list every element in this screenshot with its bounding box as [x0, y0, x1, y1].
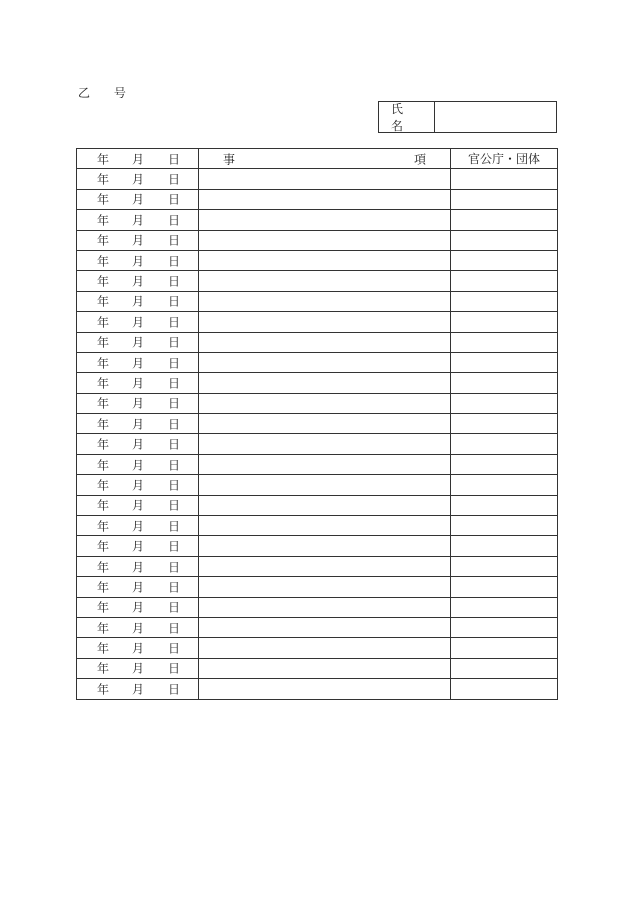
row-day-label: 日 — [168, 335, 181, 350]
office-cell[interactable] — [451, 679, 558, 699]
office-cell[interactable] — [451, 210, 558, 230]
table-row — [77, 393, 558, 413]
row-day-label: 日 — [168, 641, 181, 656]
date-cell[interactable] — [77, 679, 199, 699]
row-day-label: 日 — [168, 560, 181, 574]
row-year-label: 年 — [97, 519, 110, 534]
matter-cell[interactable] — [199, 638, 451, 658]
row-month-label: 月 — [132, 254, 145, 269]
row-year-label: 年 — [97, 661, 110, 676]
date-cell[interactable] — [77, 536, 199, 556]
table-row — [77, 495, 558, 515]
row-year-label: 年 — [97, 356, 110, 371]
matter-cell[interactable] — [199, 189, 451, 209]
office-cell[interactable] — [451, 577, 558, 597]
matter-cell[interactable] — [199, 597, 451, 617]
history-table — [76, 148, 558, 700]
matter-cell[interactable] — [199, 373, 451, 393]
row-day-label: 日 — [168, 315, 181, 330]
row-month-label: 月 — [132, 396, 145, 411]
row-day-label: 日 — [168, 192, 181, 207]
office-cell[interactable] — [451, 536, 558, 556]
office-cell[interactable] — [451, 556, 558, 576]
row-year-label: 年 — [97, 641, 110, 656]
matter-cell[interactable] — [199, 617, 451, 637]
row-year-label: 年 — [97, 539, 110, 554]
table-row — [77, 210, 558, 230]
office-cell[interactable] — [451, 414, 558, 434]
row-month-label: 月 — [132, 315, 145, 330]
date-cell[interactable] — [77, 250, 199, 270]
row-month-label: 月 — [132, 417, 145, 432]
header-date-cell — [77, 149, 199, 169]
date-cell[interactable] — [77, 291, 199, 311]
row-year-label: 年 — [97, 437, 110, 452]
matter-cell[interactable] — [199, 434, 451, 454]
table-row — [77, 291, 558, 311]
row-year-label: 年 — [97, 335, 110, 350]
table-row — [77, 169, 558, 189]
office-cell[interactable] — [451, 516, 558, 536]
date-cell[interactable] — [77, 414, 199, 434]
table-row — [77, 373, 558, 393]
office-cell[interactable] — [451, 189, 558, 209]
matter-cell[interactable] — [199, 658, 451, 678]
matter-cell[interactable] — [199, 679, 451, 699]
row-day-label: 日 — [168, 478, 181, 493]
office-cell[interactable] — [451, 312, 558, 332]
matter-cell[interactable] — [199, 414, 451, 434]
row-day-label: 日 — [168, 417, 181, 432]
date-cell[interactable] — [77, 230, 199, 250]
table-row — [77, 577, 558, 597]
table-row — [77, 556, 558, 576]
matter-cell[interactable] — [199, 271, 451, 291]
row-year-label: 年 — [97, 192, 110, 207]
table-row — [77, 332, 558, 352]
date-cell[interactable] — [77, 556, 199, 576]
matter-cell[interactable] — [199, 332, 451, 352]
date-cell[interactable] — [77, 434, 199, 454]
row-month-label: 月 — [132, 172, 145, 187]
row-day-label: 日 — [168, 172, 181, 187]
row-day-label: 日 — [168, 661, 181, 676]
date-cell[interactable] — [77, 189, 199, 209]
row-year-label: 年 — [97, 233, 110, 248]
row-day-label: 日 — [168, 600, 181, 615]
name-field[interactable] — [435, 102, 556, 132]
date-cell[interactable] — [77, 393, 199, 413]
row-month-label: 月 — [132, 580, 145, 595]
office-cell[interactable] — [451, 373, 558, 393]
table-row — [77, 230, 558, 250]
row-month-label: 月 — [132, 682, 145, 697]
date-cell[interactable] — [77, 597, 199, 617]
name-box — [378, 101, 557, 133]
row-year-label: 年 — [97, 213, 110, 228]
matter-cell[interactable] — [199, 250, 451, 270]
table-row — [77, 312, 558, 332]
header-matter-right: 項 — [413, 152, 426, 167]
row-day-label: 日 — [168, 376, 181, 391]
matter-cell[interactable] — [199, 516, 451, 536]
office-cell[interactable] — [451, 454, 558, 474]
row-month-label: 月 — [132, 335, 145, 350]
table-body — [77, 169, 558, 699]
row-month-label: 月 — [132, 539, 145, 554]
date-cell[interactable] — [77, 454, 199, 474]
matter-cell[interactable] — [199, 475, 451, 495]
office-cell[interactable] — [451, 475, 558, 495]
date-cell[interactable] — [77, 352, 199, 372]
row-month-label: 月 — [132, 498, 145, 513]
row-day-label: 日 — [168, 498, 181, 513]
row-year-label: 年 — [97, 600, 110, 615]
table-row — [77, 536, 558, 556]
row-day-label: 日 — [168, 396, 181, 411]
row-month-label: 月 — [132, 519, 145, 534]
row-month-label: 月 — [132, 356, 145, 371]
table-row — [77, 516, 558, 536]
date-cell[interactable] — [77, 658, 199, 678]
row-month-label: 月 — [132, 192, 145, 207]
row-day-label: 日 — [168, 356, 181, 371]
row-month-label: 月 — [132, 294, 145, 309]
office-cell[interactable] — [451, 332, 558, 352]
table-row — [77, 352, 558, 372]
table-header-row — [77, 149, 558, 169]
office-cell[interactable] — [451, 291, 558, 311]
row-month-label: 月 — [132, 376, 145, 391]
date-cell[interactable] — [77, 516, 199, 536]
date-cell[interactable] — [77, 475, 199, 495]
date-cell[interactable] — [77, 638, 199, 658]
table-row — [77, 189, 558, 209]
header-matter-left: 事 — [223, 152, 236, 167]
row-day-label: 日 — [168, 274, 181, 289]
row-year-label: 年 — [97, 478, 110, 493]
row-month-label: 月 — [132, 641, 145, 656]
row-month-label: 月 — [132, 437, 145, 452]
row-day-label: 日 — [168, 621, 181, 636]
office-cell[interactable] — [451, 617, 558, 637]
row-year-label: 年 — [97, 417, 110, 432]
table-row — [77, 414, 558, 434]
matter-cell[interactable] — [199, 495, 451, 515]
matter-cell[interactable] — [199, 454, 451, 474]
row-month-label: 月 — [132, 213, 145, 228]
date-cell[interactable] — [77, 210, 199, 230]
matter-cell[interactable] — [199, 393, 451, 413]
row-day-label: 日 — [168, 539, 181, 554]
table-row — [77, 250, 558, 270]
row-month-label: 月 — [132, 233, 145, 248]
office-cell[interactable] — [451, 169, 558, 189]
header-matter-cell — [199, 149, 451, 169]
row-day-label: 日 — [168, 682, 181, 697]
header-office-cell: 官公庁・団体 — [451, 149, 558, 169]
matter-cell[interactable] — [199, 556, 451, 576]
row-day-label: 日 — [168, 213, 181, 228]
row-month-label: 月 — [132, 621, 145, 636]
row-month-label: 月 — [132, 661, 145, 676]
row-year-label: 年 — [97, 376, 110, 391]
row-day-label: 日 — [168, 519, 181, 534]
name-label: 氏 名 — [379, 102, 435, 132]
row-year-label: 年 — [97, 315, 110, 330]
row-month-label: 月 — [132, 478, 145, 493]
office-cell[interactable] — [451, 638, 558, 658]
date-cell[interactable] — [77, 577, 199, 597]
office-cell[interactable] — [451, 658, 558, 678]
date-cell[interactable] — [77, 373, 199, 393]
header-year: 年 — [97, 152, 110, 167]
office-cell[interactable] — [451, 495, 558, 515]
matter-cell[interactable] — [199, 536, 451, 556]
row-year-label: 年 — [97, 458, 110, 473]
row-day-label: 日 — [168, 580, 181, 595]
row-day-label: 日 — [168, 233, 181, 248]
table-row — [77, 658, 558, 678]
office-cell[interactable] — [451, 250, 558, 270]
row-month-label: 月 — [132, 458, 145, 473]
date-cell[interactable] — [77, 312, 199, 332]
table-row — [77, 597, 558, 617]
row-day-label: 日 — [168, 437, 181, 452]
matter-cell[interactable] — [199, 577, 451, 597]
date-cell[interactable] — [77, 169, 199, 189]
matter-cell[interactable] — [199, 169, 451, 189]
table-row — [77, 638, 558, 658]
table-row — [77, 271, 558, 291]
row-day-label: 日 — [168, 458, 181, 473]
table-row — [77, 475, 558, 495]
row-month-label: 月 — [132, 274, 145, 289]
table-row — [77, 679, 558, 699]
row-year-label: 年 — [97, 560, 110, 574]
table-row — [77, 434, 558, 454]
header-month: 月 — [132, 152, 145, 167]
row-year-label: 年 — [97, 274, 110, 289]
row-year-label: 年 — [97, 682, 110, 697]
row-year-label: 年 — [97, 580, 110, 595]
row-year-label: 年 — [97, 396, 110, 411]
form-number-label: 乙 号 — [78, 86, 136, 100]
row-year-label: 年 — [97, 254, 110, 269]
table-row — [77, 454, 558, 474]
office-cell[interactable] — [451, 393, 558, 413]
row-day-label: 日 — [168, 294, 181, 309]
row-year-label: 年 — [97, 498, 110, 513]
office-cell[interactable] — [451, 271, 558, 291]
date-cell[interactable] — [77, 617, 199, 637]
row-year-label: 年 — [97, 172, 110, 187]
office-cell[interactable] — [451, 597, 558, 617]
office-cell[interactable] — [451, 434, 558, 454]
row-day-label: 日 — [168, 254, 181, 269]
office-cell[interactable] — [451, 352, 558, 372]
row-year-label: 年 — [97, 294, 110, 309]
header-day: 日 — [168, 152, 181, 167]
office-cell[interactable] — [451, 230, 558, 250]
date-cell[interactable] — [77, 495, 199, 515]
matter-cell[interactable] — [199, 352, 451, 372]
matter-cell[interactable] — [199, 210, 451, 230]
row-year-label: 年 — [97, 621, 110, 636]
row-month-label: 月 — [132, 600, 145, 615]
table-row — [77, 617, 558, 637]
matter-cell[interactable] — [199, 230, 451, 250]
row-month-label: 月 — [132, 560, 145, 574]
matter-cell[interactable] — [199, 312, 451, 332]
date-cell[interactable] — [77, 332, 199, 352]
matter-cell[interactable] — [199, 291, 451, 311]
date-cell[interactable] — [77, 271, 199, 291]
